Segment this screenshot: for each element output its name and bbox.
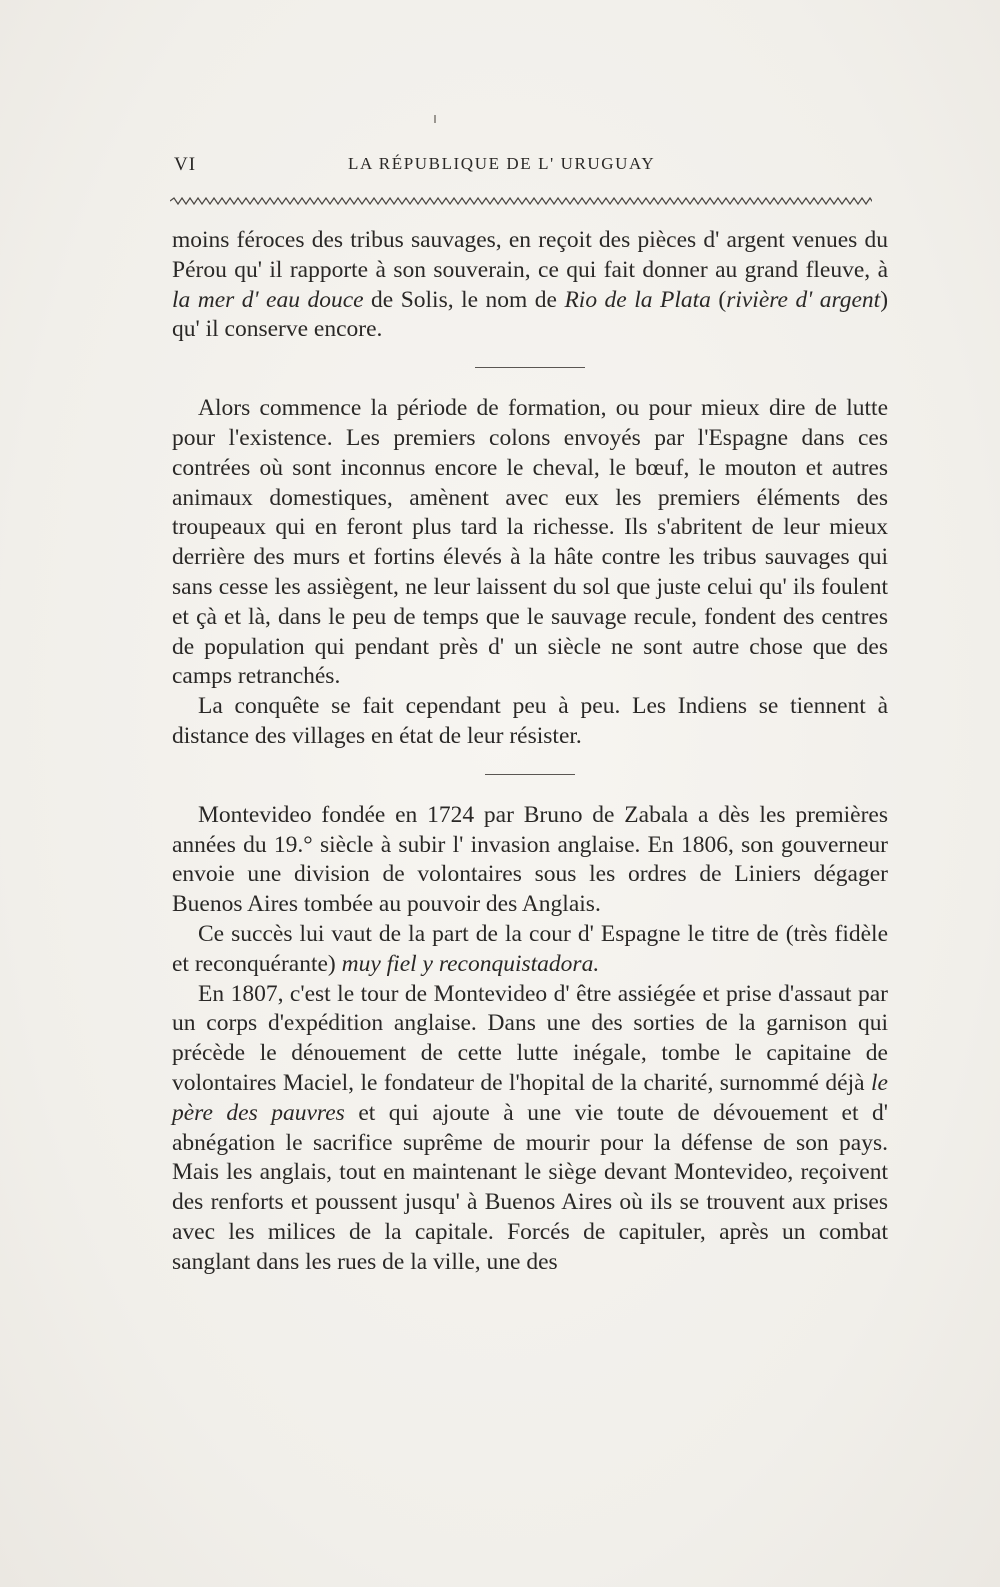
italic-phrase: la mer d' eau douce (172, 286, 364, 313)
paragraph-3: La conquête se fait cependant peu à peu. Les Indiens se tiennent à distance des villages en état de leur résister. (172, 693, 888, 749)
text-run: de Solis, le nom de (363, 286, 565, 313)
paragraph-2: Alors commence la période de formation, ou pour mieux dire de lutte pour l'existence. Les premiers colons envoyés par l'Espagne dans ces contrées où sont inconnus encore le cheval, le bœuf, le mouton et autres animaux domestiques, amènent avec eux les premiers éléments des troupeaux qui en feront plus tard la richesse. Ils s'abritent de leur mieux derrière des murs et fortins élevés à la hâte contre les tribus sauvages qui sans cesse les assiègent, ne leur laissent du sol que juste celui qu' ils foulent et çà et là, dans le peu de temps que le sauvage recule, fondent des centres de population qui pendant près d' un siècle ne sont autre chose que des camps retranchés. (172, 395, 888, 690)
paragraph-1 (172, 226, 888, 345)
page-number: VI (174, 154, 197, 175)
text-run: En 1807, c'est le tour de Montevideo d' être assiégée et prise d'assaut par un corps d'expédition anglaise. Dans une des sorties de la garnison qui précède le dénouement de cette lutte inégale, tombe le capitaine de volontaires Maciel, le fondateur de l'hopital de la charité, surnommé déjà (172, 980, 888, 1096)
page-header (172, 150, 890, 180)
paragraph-6 (172, 980, 888, 1278)
text-run: moins féroces des tribus sauvages, en reçoit des pièces d' argent venues du Pérou qu' il rapporte à son souverain, ce qui fait donner au grand fleuve, à (172, 227, 888, 283)
paragraph-4: Montevideo fondée en 1724 par Bruno de Zabala a dès les premières années du 19.° siècle à subir l' invasion anglaise. En 1806, son gouverneur envoie une division de volontaires sous les ordres de Liniers dégager Buenos Aires tombée au pouvoir des Anglais. (172, 801, 888, 918)
print-mark (434, 115, 436, 123)
italic-phrase: le père des pauvres (172, 1069, 888, 1126)
italic-phrase: rivière d' argent (726, 286, 881, 313)
section-separator (485, 774, 575, 775)
body-text (172, 226, 888, 1278)
italic-phrase: Rio de la Plata (564, 286, 711, 313)
text-run: ( (710, 286, 727, 313)
text-run: et qui ajoute à une vie toute de dévouement et d' abnégation le sacrifice suprême de mourir pour la défense de son pays. Mais les anglais, tout en maintenant le siège devant Montevideo, reçoivent des renforts et poussent jusqu' à Buenos Aires où ils se trouvent aux prises avec les milices de la capitale. Forcés de capituler, après un combat sanglant dans les rues de la ville, une des (172, 1099, 888, 1275)
ornamental-wavy-rule (170, 196, 872, 206)
paragraph-5 (172, 920, 888, 980)
running-title: LA RÉPUBLIQUE DE L' URUGUAY (348, 154, 656, 173)
text-run: Ce succès lui vaut de la part de la cour d' Espagne le titre de (très fidèle et reconquérante) (172, 920, 888, 977)
text-run: ) qu' il conserve encore. (172, 286, 889, 343)
italic-phrase: muy fiel y reconquistadora. (341, 950, 600, 977)
section-separator (475, 367, 585, 368)
